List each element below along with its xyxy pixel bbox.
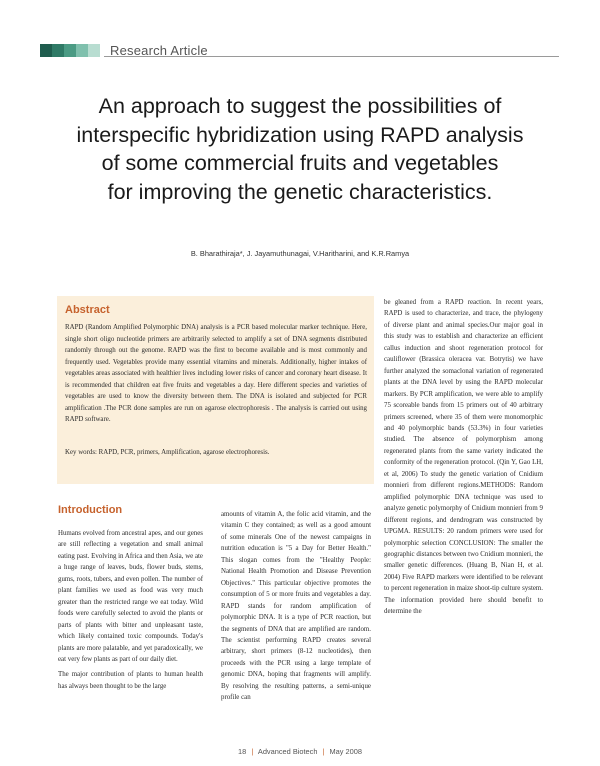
journal-name: Advanced Biotech <box>257 747 318 756</box>
header-bar-block <box>88 44 100 57</box>
body-paragraph: be gleaned from a RAPD reaction. In recent years, RAPD is used to characterize, and trace, the phylogeny of diverse plant and animal species.Our major goal in this study was to establish and characterize an efficient callus induction and shoot regeneration protocol for cauliflower (Brassica oleracea var. Botrytis) we have further analyzed the somaclonal variation of regenerated plants at the DNA level by using the RAPD molecular markers. By PCR amplification, we were able to amplify 75 scoreable bands from 15 primers out of 40 arbitrary primers screened, where 35 of them were monomorphic and 40 polymorphic bands (53.3%) in four varieties studied. The absence of polymorphism among regenerated plants from the same variety indicated the conformity of the regeneration protocol. (Qin Y, Gao LH, et al, 2006) To study the genetic variation of Cnidium monnieri from different regions.METHODS: Random amplified polymorphic DNA technique was used to analyze genetic polymorphy of Cnidium monnieri from 9 different regions, and dendrogram was constructed by UPGMA. RESULTS: 20 random primers were used for polymorphic selection CONCLUSION: The smaller the geographic distances between two Cnidium monnieri, the smaller genetic differences. (Huang B, Nian H, et al. 2004) Five RAPD markers were identified to be relevant to percent regeneration in maize shoot-tip culture system. The information provided here should benefit to determine the <box>384 299 543 616</box>
title-line: An approach to suggest the possibilities of <box>98 94 502 118</box>
introduction-heading: Introduction <box>58 504 123 516</box>
header-bar-block <box>64 44 76 57</box>
introduction-paragraph: Humans evolved from ancestral apes, and our genes are still reflecting a vegetation and small animal eating past. Evolving in Africa and then Asia, we ate a huge range of leaves, buds, flower buds, stems, gums, roots, tubers, and even pollen. The number of plant families we used as food was very much greater than the restricted range we eat today. Wild foods were carefully selected to avoid the plants or parts of plants with bitter and unpleasant taste, which likely contained toxic compounds. Today's plants are more palatable, and yet paradoxically, we eat very few plants as part of our daily diet. <box>58 530 203 663</box>
title-line: of some commercial fruits and vegetables <box>101 151 499 175</box>
header-bar-block <box>76 44 88 57</box>
header-color-bar <box>40 44 100 57</box>
section-label: Research Article <box>110 43 208 58</box>
abstract-text: RAPD (Random Amplified Polymorphic DNA) analysis is a PCR based molecular marker technique. Here, single short oligo nucleotide primers are arbitrarily selected to amplify a set of DNA segments distributed randomly through out the genome. RAPD was the first to become available and is most commonly and frequently used. Vegetables provide many essential vitamins and minerals. Additionally, higher intakes of vegetables areas associated with healthier lives including lower risks of cancer and coronary heart disease. It is recommended that children eat five fruits and vegetables a day. Here different species and varieties of vegetables are used to know the diversity between them. The DNA is isolated and subjected for PCR amplification .The PCR done samples are run on agarose electrophoresis . The analysis is carried out using RAPD software. <box>65 324 367 423</box>
issue-date: May 2008 <box>329 747 362 756</box>
footer-separator: | <box>251 747 254 756</box>
keywords: Key words: RAPD, PCR, primers, Amplification, agarose electrophoresis. <box>65 449 270 456</box>
middle-column <box>221 509 371 708</box>
introduction-column <box>58 505 203 696</box>
body-paragraph: amounts of vitamin A, the folic acid vitamin, and the vitamin C they contained; as well as a good amount of some minerals One of the newest campaigns in nutrition education is "5 a Day for Better Health." This slogan comes from the "Healthy People: National Health Promotion and Disease Prevention Objectives." This particular objective promotes the consumption of 5 or more fruits and vegetables a day. RAPD stands for random amplification of polymorphic DNA. It is a type of PCR reaction, but the segments of DNA that are amplified are random. The scientist performing RAPD creates several arbitrary, short primers (8-12 nucleotides), then proceeds with the PCR using a large template of genomic DNA, hoping that fragments will amplify. By resolving the resulting patterns, a semi-unique profile can <box>221 511 371 702</box>
footer-separator: | <box>322 747 325 756</box>
abstract-heading: Abstract <box>65 304 110 316</box>
page-number: 18 <box>238 747 247 756</box>
title-line: interspecific hybridization using RAPD analysis <box>76 122 524 147</box>
introduction-paragraph: The major contribution of plants to human health has always been thought to be the large <box>58 671 203 690</box>
header-bar-block <box>52 44 64 57</box>
article-title <box>40 92 560 206</box>
page-footer <box>40 747 560 756</box>
right-column <box>384 297 543 622</box>
title-line: for improving the genetic characteristics. <box>107 179 493 204</box>
abstract-box <box>57 296 374 484</box>
author-list: B. Bharathiraja*, J. Jayamuthunagai, V.Haritharini, and K.R.Ramya <box>190 249 410 258</box>
header-bar-block <box>40 44 52 57</box>
